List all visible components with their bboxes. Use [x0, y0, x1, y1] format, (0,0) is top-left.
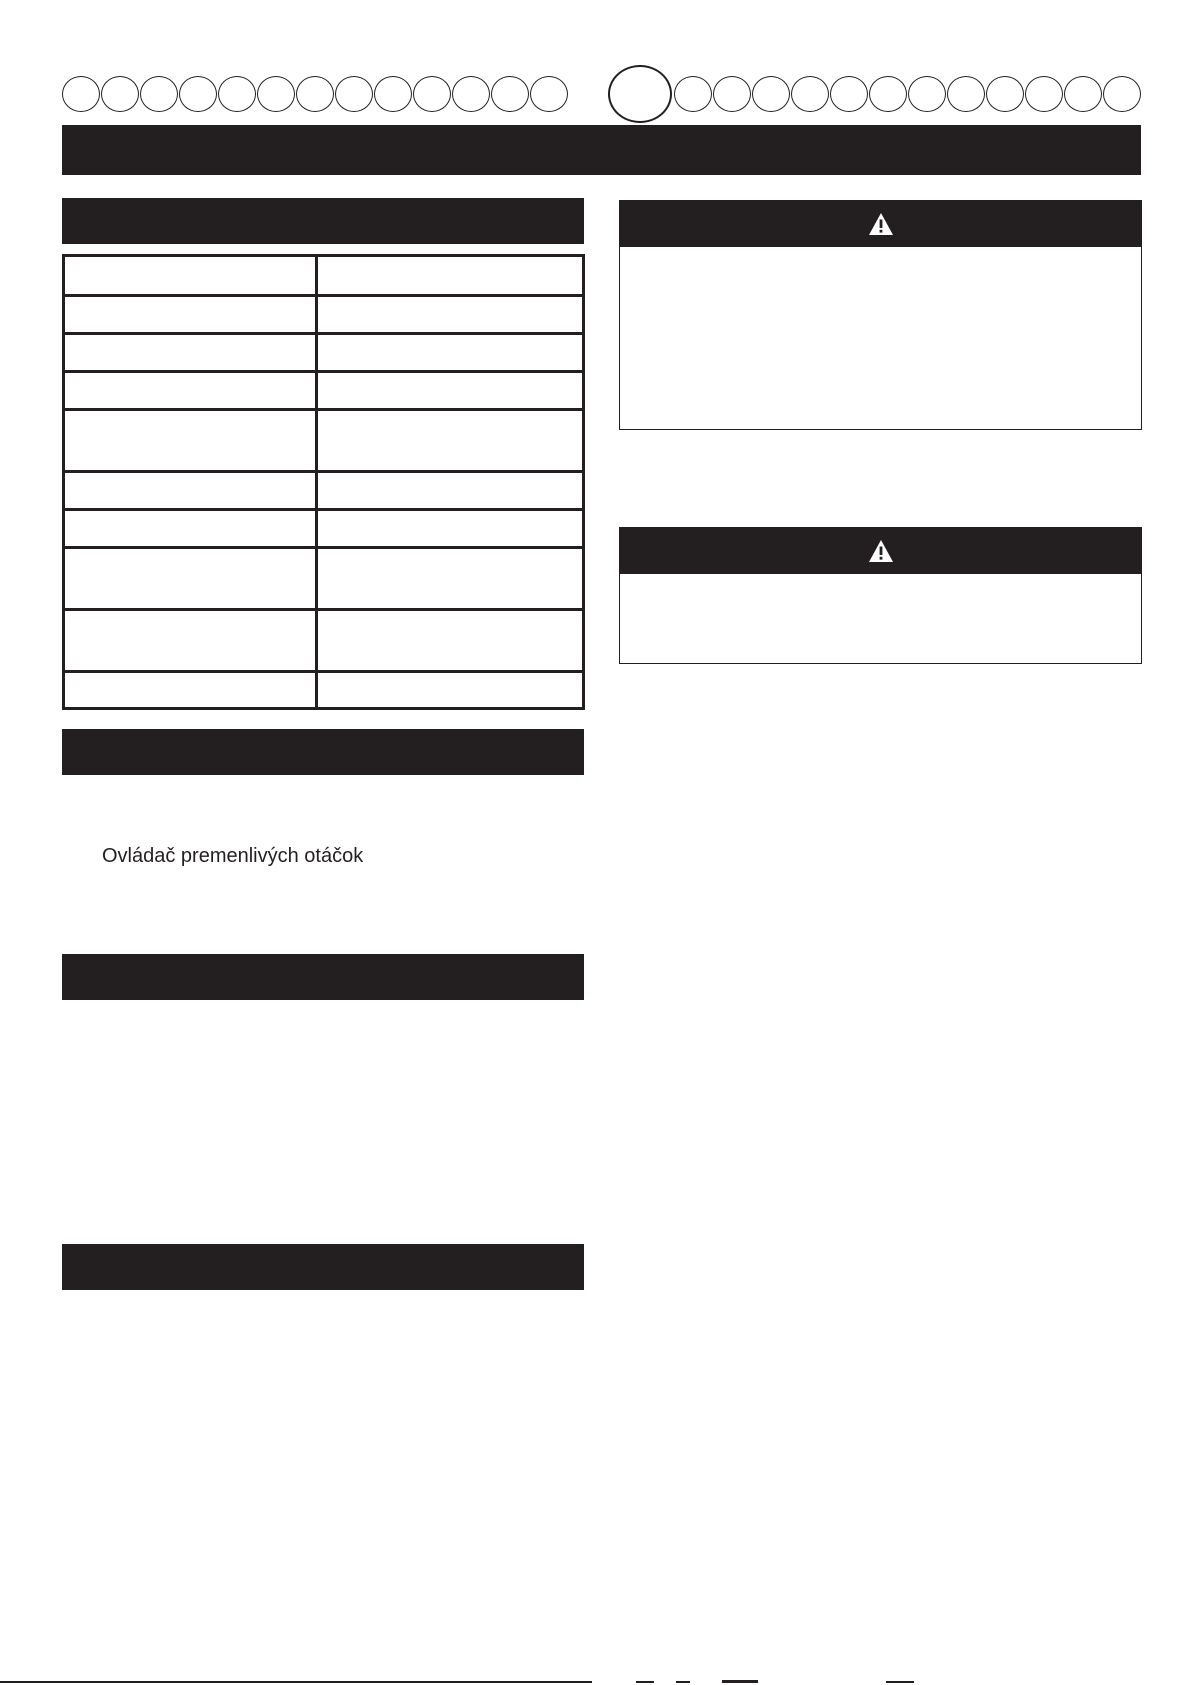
language-circle[interactable] — [986, 76, 1024, 112]
language-circle[interactable] — [908, 76, 946, 112]
warning-triangle-icon — [868, 212, 894, 236]
warning-header — [620, 201, 1141, 247]
warning-box — [619, 200, 1142, 430]
language-circle[interactable] — [674, 76, 712, 112]
language-circle[interactable] — [791, 76, 829, 112]
language-circle[interactable] — [830, 76, 868, 112]
language-circle[interactable] — [1103, 76, 1141, 112]
table-row — [65, 257, 582, 294]
features-header-bar — [62, 729, 584, 775]
table-row — [65, 408, 582, 470]
table-row — [65, 370, 582, 408]
language-circle-active[interactable] — [608, 65, 672, 123]
page-title-bar — [62, 125, 1141, 175]
footer-marks — [636, 1680, 936, 1685]
table-row — [65, 546, 582, 608]
language-circle[interactable] — [713, 76, 751, 112]
specifications-table — [62, 254, 585, 710]
table-row — [65, 508, 582, 546]
table-row — [65, 670, 582, 707]
feature-variable-speed-control: Ovládač premenlivých otáčok — [102, 845, 364, 867]
section-header-bar — [62, 954, 584, 1000]
table-row — [65, 470, 582, 508]
language-circle[interactable] — [179, 76, 217, 112]
language-circle[interactable] — [62, 76, 100, 112]
language-circle[interactable] — [218, 76, 256, 112]
language-circle[interactable] — [869, 76, 907, 112]
language-circle[interactable] — [140, 76, 178, 112]
language-circle[interactable] — [491, 76, 529, 112]
language-circle[interactable] — [530, 76, 568, 112]
language-circle[interactable] — [413, 76, 451, 112]
footer-rule — [0, 1681, 592, 1683]
language-circle[interactable] — [374, 76, 412, 112]
language-circle[interactable] — [101, 76, 139, 112]
language-circle[interactable] — [335, 76, 373, 112]
table-row — [65, 294, 582, 332]
table-row — [65, 332, 582, 370]
table-row — [65, 608, 582, 670]
warning-box — [619, 527, 1142, 664]
section-header-bar — [62, 1244, 584, 1290]
language-circle[interactable] — [947, 76, 985, 112]
specifications-header-bar — [62, 198, 584, 244]
language-circle[interactable] — [296, 76, 334, 112]
language-circle[interactable] — [1025, 76, 1063, 112]
language-circle[interactable] — [452, 76, 490, 112]
language-selector — [62, 76, 1142, 124]
warning-header — [620, 528, 1141, 574]
language-circle[interactable] — [752, 76, 790, 112]
language-circle[interactable] — [1064, 76, 1102, 112]
warning-triangle-icon — [868, 539, 894, 563]
language-circle[interactable] — [257, 76, 295, 112]
